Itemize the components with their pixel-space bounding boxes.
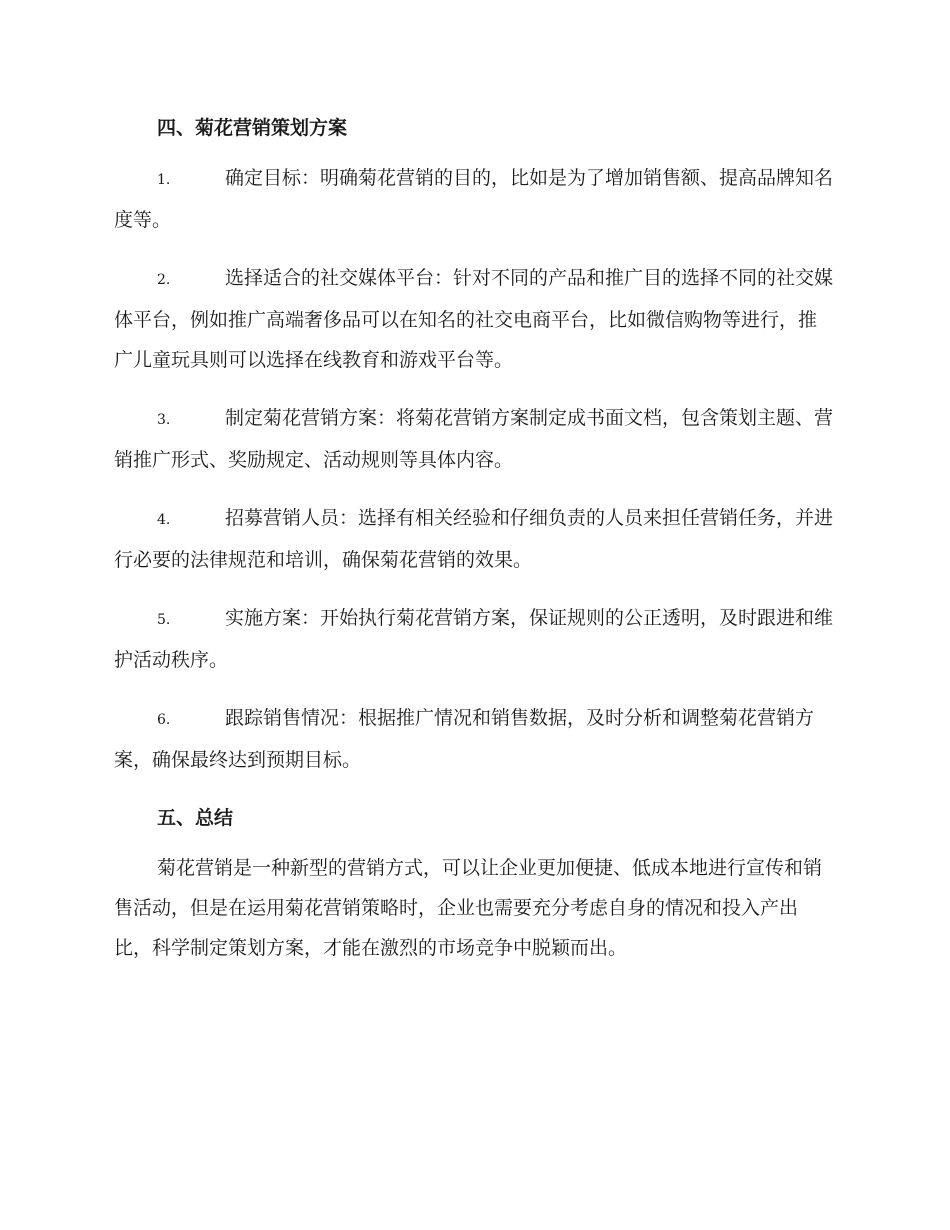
section-heading-plan: 四、菊花营销策划方案 xyxy=(157,117,348,139)
section-heading-summary: 五、总结 xyxy=(157,807,234,829)
list-item-number: 5. xyxy=(157,612,171,628)
list-item-text: 选择适合的社交媒体平台：针对不同的产品和推广目的选择不同的社交媒体平台，例如推广高端奢侈品可以在知名的社交电商平台，比如微信购物等进行，推广儿童玩具则可以选择在线教育和游戏平台等。 xyxy=(114,267,834,371)
list-item xyxy=(114,498,834,580)
document-page xyxy=(114,108,834,968)
list-item-text: 跟踪销售情况：根据推广情况和销售数据，及时分析和调整菊花营销方案，确保最终达到预期目标。 xyxy=(114,707,815,771)
list-item xyxy=(114,698,834,780)
list-item-number: 6. xyxy=(157,712,171,728)
list-item-number: 2. xyxy=(157,272,171,288)
list-item xyxy=(114,258,834,380)
list-item-number: 3. xyxy=(157,412,171,428)
list-item-text: 招募营销人员：选择有相关经验和仔细负责的人员来担任营销任务，并进行必要的法律规范和培训，确保菊花营销的效果。 xyxy=(114,507,834,571)
list-item-number: 4. xyxy=(157,512,171,528)
list-item-text: 确定目标：明确菊花营销的目的，比如是为了增加销售额、提高品牌知名度等。 xyxy=(114,167,834,231)
list-item xyxy=(114,398,834,480)
list-item xyxy=(114,158,834,240)
list-item-text: 制定菊花营销方案：将菊花营销方案制定成书面文档，包含策划主题、营销推广形式、奖励规定、活动规则等具体内容。 xyxy=(114,407,834,471)
list-item-text: 实施方案：开始执行菊花营销方案，保证规则的公正透明，及时跟进和维护活动秩序。 xyxy=(114,607,834,671)
list-item-number: 1. xyxy=(157,172,171,188)
summary-paragraph: 菊花营销是一种新型的营销方式，可以让企业更加便捷、低成本地进行宣传和销售活动，但是在运用菊花营销策略时，企业也需要充分考虑自身的情况和投入产出比，科学制定策划方案，才能在激烈的市场竞争中脱颖而出。 xyxy=(114,857,823,959)
list-item xyxy=(114,598,834,680)
